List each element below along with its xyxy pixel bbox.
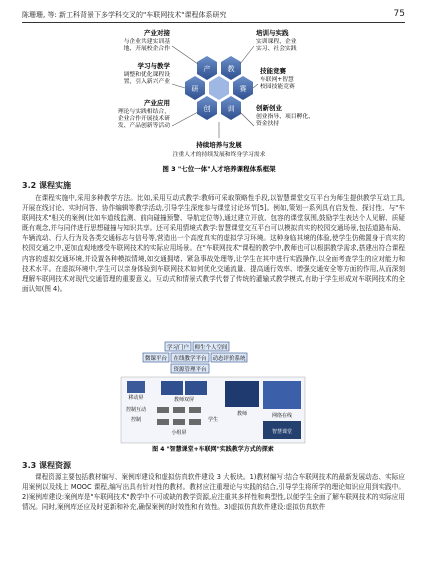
hex-cluster <box>185 56 253 120</box>
teacher-dual-screen-icon-2 <box>185 381 207 395</box>
section-3-3-body <box>22 472 405 578</box>
fig3-right3-body: 创业指导、项目孵化、资金扶持 <box>256 114 314 127</box>
figure-4 <box>117 341 309 453</box>
fig3-right1-title: 培训与实践 <box>256 29 289 37</box>
section-3-3-paragraph: 课程资源主要包括教材编写、案例库建设和虚拟仿真软件建设 3 大板块。1)教材编写:结合车联网技术的最新发展动态、实际应用案例以及线上 MOOC 课程,编写出具有针对性的教材。教材应注重理论与实践的结合,引导学生将所学的理论知识应用到实践中。2)案例库建设:案例库是"车联网技术"教学中不可或缺的教学资源,应注重其多样性和典型性,以便学生全面了解车联网技术的实际应用情况。同时,案例库还应及时更新和补充,确保案例的时效性和有效性。3)虚拟仿真软件建设:虚拟仿真软件 <box>22 473 405 512</box>
header-title: 陈珊珊, 等: 新工科背景下多学科交叉的"车联网技术"课程体系研究 <box>22 11 227 19</box>
hex-label-chan: 产 <box>203 65 211 73</box>
fig3-left3-body: 理论与实践相结合，企业合作开展技术研发、产品创新等活动 <box>117 109 170 129</box>
left-col-label-2: 控制 <box>130 417 142 423</box>
hex-label-jiao: 教 <box>227 65 235 73</box>
figure-3 <box>22 26 405 178</box>
section-3-2-paragraph: 在课程实施中,采用多种教学方法。比如,采用互动式教学:教师可采取策略性手段,以智慧课堂交互平台为师生提供教学互动工具,开展在线讨论、实时问答、协作编辑等教学活动,引导学生深度参与课堂讨论环节[5]。例如,策划一系列具有启发性、探讨性、与"车联网技术"相关的案例(比如车道线监测、前向碰撞预警、导航定位等),通过建立开放、包容的课堂氛围,鼓励学生表达个人见解、质疑既有观念,并与同伴进行思想碰撞与知识共享。还可采用情境式教学:智慧课堂交互平台可以模拟真实的校园交通场景,包括道路布局、车辆流动、行人行为及各类交通标志与信号等,营造出一个高度真实的虚拟学习环境。这种身临其境的体验,使学生仿佛置身于真实的校园交通之中,更加直观地感受车联网技术的实际应用场景。在"车联网技术"课程的教学中,教师也可以根据教学需求,搭建出符合课程内容的虚拟交通环境,并设置各种模拟情境,如交通拥堵、紧急事故处理等,让学生在其中进行实践操作,以全面考查学生的应对能力和技术水平。在虚拟环境中,学生可以亲身体验到车联网技术如何优化交通流量、提高通行效率、增强交通安全等方面的作用,从而深刻理解车联网技术对现代交通管理的重要意义。互动式和情景式教学代替了传统的灌输式教学模式,有助于学生形成对车联网技术的全面认知(图 4)。 <box>22 194 405 293</box>
figure-4-caption: 图 4 "智慧课堂+车联网"实践教学方式的探索 <box>152 446 274 453</box>
section-3-3-heading: 3.3 课程资源 <box>22 461 71 470</box>
fig3-left2-title: 学习与教学 <box>137 62 170 70</box>
mid-label-0: 教师双屏 <box>173 397 195 403</box>
teacher-photo <box>225 381 259 407</box>
section-3-2-body <box>22 193 405 340</box>
fig3-right3-title: 创新创业 <box>256 104 282 112</box>
hex-label-yan: 研 <box>191 85 199 93</box>
dynamic-eval-label: 动态评价系统 <box>212 356 246 362</box>
teacher-dual-screen-icon <box>161 381 183 395</box>
hex-label-sai: 赛 <box>239 85 247 93</box>
right-label-2: 智慧课堂 <box>271 429 293 435</box>
fig3-right2-body: 车联网+智慧校园技能竞赛 <box>260 77 295 90</box>
fig3-left1-title: 产业对接 <box>144 29 170 37</box>
hex-center <box>209 76 229 100</box>
figure-4-diagram <box>117 341 309 453</box>
mid-label-2: 学生 <box>207 417 219 423</box>
resource-mgmt-label: 资源管理平台 <box>173 367 207 373</box>
page-number: 75 <box>393 9 405 19</box>
right-label-1: 网络在线 <box>271 413 293 419</box>
fig3-bottom-title: 持续培养与发展 <box>196 141 242 149</box>
mid-label-1: 小组屏 <box>171 430 187 436</box>
personal-space-label: 师生个人空间 <box>194 345 228 351</box>
fig3-bottom-body: 注重人才的持续发展和终身学习需求 <box>172 152 266 158</box>
learning-portal-label: 学习门户 <box>166 345 190 351</box>
fig3-left1-body: 与企业共建实训基地、开展校企合作 <box>123 39 170 52</box>
micro-course-label: 微课平台 <box>144 356 168 362</box>
fig3-left3-title: 产业应用 <box>144 99 170 107</box>
section-3-2-heading: 3.2 课程实施 <box>22 181 71 190</box>
figure-3-diagram <box>22 26 405 178</box>
mobile-screen-icon <box>127 381 145 393</box>
online-network-image <box>263 381 301 409</box>
online-teaching-label: 在线教学平台 <box>173 356 207 362</box>
fig3-right2-title: 技能竞赛 <box>260 67 286 75</box>
running-header <box>22 8 405 23</box>
right-label-0: 教师 <box>236 411 248 417</box>
fig3-left2-body: 调整和优化课程设置，引入新兴产业 <box>123 72 170 85</box>
hex-label-chuang: 创 <box>203 105 211 113</box>
figure-3-caption: 图 3 "七位一体"人才培养课程体系框架 <box>162 165 276 173</box>
fig3-right1-body: 实训课程、企业实习、社会实践 <box>256 39 297 52</box>
hex-label-xun: 训 <box>227 105 235 113</box>
left-col-label-0: 移动屏 <box>128 395 144 401</box>
left-col-label-1: 控制互动 <box>125 407 147 413</box>
